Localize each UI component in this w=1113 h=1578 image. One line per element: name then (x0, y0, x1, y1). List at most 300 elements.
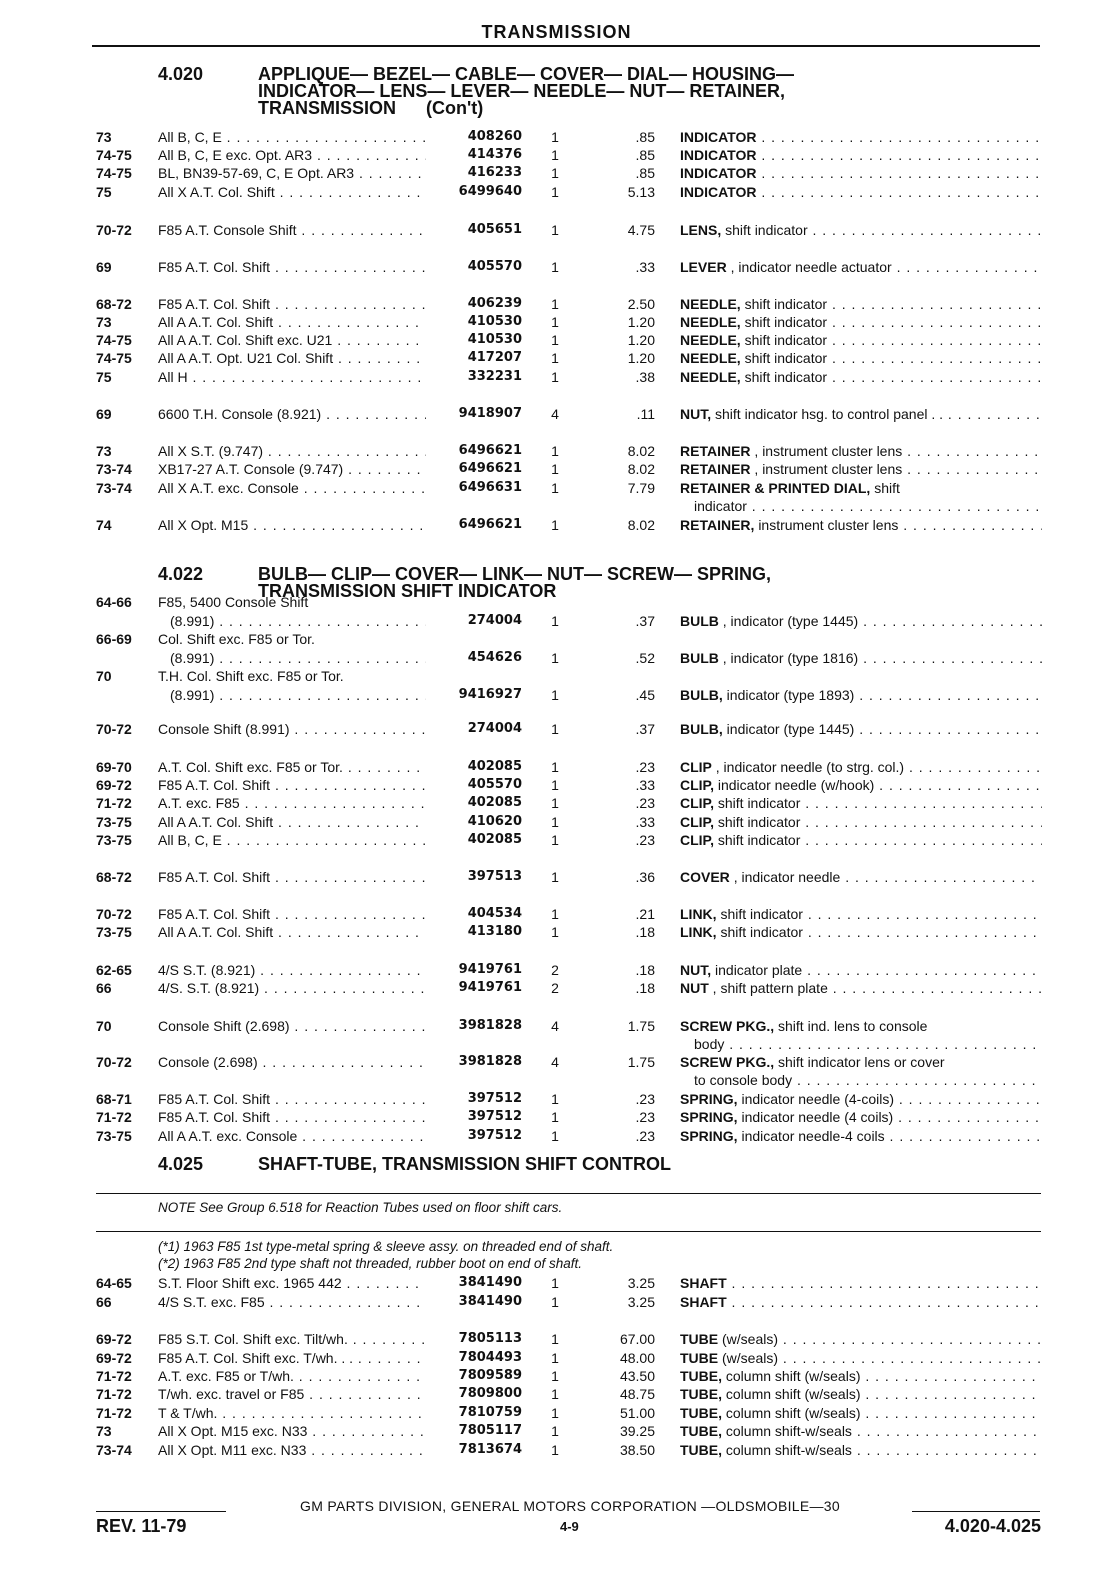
part-name: NEEDLE, (680, 296, 741, 312)
row-description (680, 979, 1042, 997)
row-application: F85 A.T. Col. Shift . . . (158, 295, 426, 313)
row-part-number: 7813674 (458, 1442, 522, 1457)
row-part-number: 9418907 (458, 406, 522, 421)
row-quantity: 1 (551, 517, 559, 533)
row-price: 8.02 (627, 461, 655, 477)
row-description (680, 1404, 1042, 1422)
part-name: CLIP, (680, 814, 714, 830)
table-row (0, 686, 1113, 704)
row-description (680, 720, 1042, 738)
row-application: F85 A.T. Col. Shift . . . (158, 258, 426, 276)
row-years: 69-72 (96, 777, 132, 793)
part-detail-continued: indicator . . . (694, 497, 1042, 515)
row-price: 7.79 (627, 480, 655, 496)
row-quantity: 1 (551, 461, 559, 477)
row-application: All X A.T. Col. Shift . . . (158, 183, 426, 201)
row-price: 39.25 (619, 1423, 655, 1439)
row-quantity: 1 (551, 650, 559, 666)
row-quantity: 1 (551, 165, 559, 181)
section-title-line: TRANSMISSION SHIFT INDICATOR (258, 581, 557, 601)
row-quantity: 1 (551, 332, 559, 348)
row-description (680, 1127, 1042, 1145)
row-description (680, 868, 1042, 886)
row-price: 2.50 (627, 296, 655, 312)
row-quantity: 1 (551, 1294, 559, 1310)
part-name: BULB, (680, 721, 723, 737)
row-years: 73-74 (96, 480, 132, 496)
part-name: BULB (680, 613, 719, 629)
part-name: LEVER (680, 259, 727, 275)
part-detail: (w/seals) (722, 1350, 779, 1366)
row-price: 48.00 (619, 1350, 655, 1366)
part-name: NUT, (680, 962, 712, 978)
row-years: 70-72 (96, 721, 132, 737)
row-price: 1.20 (627, 350, 655, 366)
part-name: BULB, (680, 687, 723, 703)
section-title-line: BULB— CLIP— COVER— LINK— NUT— SCREW— SPRING, (258, 564, 772, 584)
row-application: All H . . . (158, 368, 426, 386)
part-name: CLIP, (680, 832, 714, 848)
row-quantity: 1 (551, 1275, 559, 1291)
row-description (680, 516, 1042, 534)
row-application: 4/S. S.T. (8.921) . . . (158, 979, 426, 997)
part-name: NUT, (680, 406, 712, 422)
part-detail: , instrument cluster lens (754, 461, 903, 477)
table-row (0, 1349, 1113, 1367)
row-application: All X Opt. M15 . . . (158, 516, 426, 534)
row-years: 74-75 (96, 332, 132, 348)
row-application: All A A.T. exc. Console . . . (158, 1127, 426, 1145)
row-quantity: 1 (551, 906, 559, 922)
row-years: 73-75 (96, 832, 132, 848)
part-detail: , indicator needle actuator (730, 259, 892, 275)
row-price: .23 (635, 795, 655, 811)
row-price: 67.00 (619, 1331, 655, 1347)
row-years: 74-75 (96, 147, 132, 163)
row-part-number: 397512 (467, 1109, 522, 1124)
row-years: 71-72 (96, 1109, 132, 1125)
row-description (680, 1293, 1042, 1311)
table-row-continuation (0, 593, 1113, 611)
part-name: INDICATOR (680, 129, 757, 145)
row-part-number: 7810759 (458, 1405, 522, 1420)
row-price: .85 (635, 147, 655, 163)
table-row (0, 649, 1113, 667)
part-detail: (w/seals) (722, 1331, 779, 1347)
part-name: TUBE (680, 1331, 719, 1347)
table-row (0, 794, 1113, 812)
row-application: A.T. Col. Shift exc. F85 or Tor. . . . (158, 758, 426, 776)
table-row-continuation (0, 630, 1113, 648)
part-name: NEEDLE, (680, 369, 741, 385)
row-years: 74 (96, 517, 112, 533)
row-part-number: 9416927 (458, 687, 522, 702)
row-application: (8.991) . . . (170, 686, 426, 704)
row-description (680, 612, 1042, 630)
row-part-number: 3841490 (458, 1275, 522, 1290)
part-name: TUBE, (680, 1368, 722, 1384)
row-part-number: 332231 (467, 369, 522, 384)
table-row (0, 612, 1113, 630)
row-quantity: 2 (551, 980, 559, 996)
part-name: LINK, (680, 906, 717, 922)
part-name: INDICATOR (680, 184, 757, 200)
row-application: F85 A.T. Col. Shift exc. T/wh. . . . . . (158, 1349, 426, 1367)
row-years: 68-71 (96, 1091, 132, 1107)
part-detail: , indicator (type 1445) (722, 613, 859, 629)
row-price: .23 (635, 1128, 655, 1144)
part-name: RETAINER (680, 461, 751, 477)
part-detail: shift indicator lens or cover (778, 1054, 945, 1070)
row-price: .33 (635, 777, 655, 793)
table-row (0, 442, 1113, 460)
table-row (0, 295, 1113, 313)
row-price: 1.75 (627, 1054, 655, 1070)
row-application: All X Opt. M11 exc. N33 . . . (158, 1441, 426, 1459)
row-years: 66 (96, 1294, 112, 1310)
row-price: .21 (635, 906, 655, 922)
row-part-number: 405651 (467, 222, 522, 237)
part-detail: column shift-w/seals (725, 1442, 852, 1458)
table-row (0, 961, 1113, 979)
row-price: 3.25 (627, 1275, 655, 1291)
row-years: 69-70 (96, 759, 132, 775)
part-detail-continued: body . . . (694, 1035, 1042, 1053)
table-row (0, 479, 1113, 497)
table-row (0, 460, 1113, 478)
table-row-continuation (0, 1071, 1113, 1089)
row-years: 70 (96, 1018, 112, 1034)
row-quantity: 1 (551, 147, 559, 163)
row-part-number: 397512 (467, 1128, 522, 1143)
row-quantity: 4 (551, 1054, 559, 1070)
part-detail: instrument cluster lens (758, 517, 899, 533)
table-row (0, 183, 1113, 201)
row-price: .23 (635, 832, 655, 848)
row-part-number: 6499640 (458, 184, 522, 199)
row-years: 64-65 (96, 1275, 132, 1291)
row-quantity: 4 (551, 406, 559, 422)
row-quantity: 1 (551, 1128, 559, 1144)
row-price: .33 (635, 259, 655, 275)
row-years: 73 (96, 443, 112, 459)
row-description (680, 1090, 1042, 1108)
row-part-number: 397513 (467, 869, 522, 884)
row-application: 4/S S.T. (8.921) . . . (158, 961, 426, 979)
row-application: All A A.T. Col. Shift . . . (158, 813, 426, 831)
table-row (0, 1293, 1113, 1311)
table-row (0, 979, 1113, 997)
row-quantity: 1 (551, 721, 559, 737)
row-part-number: 7804493 (458, 1350, 522, 1365)
part-name: TUBE, (680, 1442, 722, 1458)
part-name: BULB (680, 650, 719, 666)
row-application: F85 A.T. Col. Shift . . . (158, 1108, 426, 1126)
row-years: 73 (96, 1423, 112, 1439)
row-quantity: 1 (551, 259, 559, 275)
table-row (0, 516, 1113, 534)
row-application: S.T. Floor Shift exc. 1965 442 . . . (158, 1274, 426, 1292)
row-description (680, 905, 1042, 923)
row-description (680, 164, 1042, 182)
part-detail: indicator needle-4 coils (741, 1128, 885, 1144)
table-row (0, 1404, 1113, 1422)
row-application: All A A.T. Opt. U21 Col. Shift . . . (158, 349, 426, 367)
row-part-number: 414376 (467, 147, 522, 162)
part-detail: shift indicator (717, 795, 801, 811)
row-price: .33 (635, 814, 655, 830)
row-description (680, 923, 1042, 941)
row-application: Console (2.698) . . . (158, 1053, 426, 1071)
row-description (680, 313, 1042, 331)
row-part-number: 408260 (467, 129, 522, 144)
row-quantity: 1 (551, 369, 559, 385)
part-detail: shift indicator (720, 906, 803, 922)
table-row (0, 776, 1113, 794)
row-part-number: 274004 (467, 721, 522, 736)
row-description (680, 1349, 1042, 1367)
row-quantity: 1 (551, 832, 559, 848)
row-application: Console Shift (2.698) . . . (158, 1017, 426, 1035)
row-description (680, 1330, 1042, 1348)
row-quantity: 1 (551, 687, 559, 703)
row-years: 71-72 (96, 1405, 132, 1421)
table-row (0, 831, 1113, 849)
row-part-number: 404534 (467, 906, 522, 921)
part-detail: shift indicator hsg. to control panel . . (715, 406, 944, 422)
part-detail: column shift (w/seals) (725, 1405, 861, 1421)
row-description (680, 146, 1042, 164)
row-years: 73-74 (96, 461, 132, 477)
table-row (0, 221, 1113, 239)
row-part-number: 417207 (467, 350, 522, 365)
row-description (680, 460, 1042, 478)
row-part-number: 9419761 (458, 962, 522, 977)
row-description (680, 1017, 1042, 1035)
part-name: SHAFT (680, 1294, 727, 1310)
part-detail: column shift (w/seals) (725, 1386, 861, 1402)
table-row (0, 164, 1113, 182)
row-quantity: 1 (551, 1109, 559, 1125)
part-detail: , indicator needle (733, 869, 841, 885)
row-application: All X Opt. M15 exc. N33 . . . (158, 1422, 426, 1440)
row-part-number: 454626 (467, 650, 522, 665)
part-detail: shift (874, 480, 900, 496)
row-part-number: 413180 (467, 924, 522, 939)
row-years: 68-72 (96, 869, 132, 885)
row-description (680, 1422, 1042, 1440)
table-row (0, 368, 1113, 386)
part-detail: shift indicator (744, 332, 828, 348)
row-application: F85 A.T. Col. Shift . . . (158, 868, 426, 886)
row-price: 48.75 (619, 1386, 655, 1402)
row-part-number: 405570 (467, 259, 522, 274)
table-row-continuation (0, 1035, 1113, 1053)
row-part-number: 405570 (467, 777, 522, 792)
row-description (680, 183, 1042, 201)
row-part-number: 7805113 (458, 1331, 522, 1346)
footnote: (*2) 1963 F85 2nd type shaft not threaded, rubber boot on end of shaft. (158, 1256, 583, 1271)
row-part-number: 3981828 (458, 1018, 522, 1033)
row-description (680, 1385, 1042, 1403)
row-part-number: 410530 (467, 314, 522, 329)
row-part-number: 3841490 (458, 1294, 522, 1309)
table-row (0, 349, 1113, 367)
row-years: 69-72 (96, 1350, 132, 1366)
row-application: All B, C, E . . . (158, 831, 426, 849)
row-price: .11 (636, 406, 655, 422)
row-part-number: 9419761 (458, 980, 522, 995)
row-application: 6600 T.H. Console (8.921) . . . (158, 405, 426, 423)
section-number: 4.020 (158, 64, 204, 84)
row-price: 8.02 (627, 517, 655, 533)
row-quantity: 1 (551, 924, 559, 940)
part-detail: shift ind. lens to console (778, 1018, 928, 1034)
part-detail: , indicator (type 1816) (722, 650, 859, 666)
table-row (0, 905, 1113, 923)
part-name: CLIP (680, 759, 712, 775)
row-years: 66 (96, 980, 112, 996)
row-part-number: 7809800 (458, 1386, 522, 1401)
row-price: .36 (635, 869, 655, 885)
table-row (0, 720, 1113, 738)
row-description (680, 1053, 1042, 1071)
part-detail: , shift pattern plate (712, 980, 828, 996)
row-years: 71-72 (96, 795, 132, 811)
row-application: All A A.T. Col. Shift . . . (158, 313, 426, 331)
section-title-line: INDICATOR— LENS— LEVER— NEEDLE— NUT— RETAINER, (258, 81, 786, 101)
footer-rule-right (912, 1511, 1040, 1512)
part-detail: shift indicator (720, 924, 803, 940)
row-years: 73-74 (96, 1442, 132, 1458)
table-row (0, 1127, 1113, 1145)
row-years: 71-72 (96, 1386, 132, 1402)
footer-rule-left (96, 1511, 226, 1512)
row-application: F85 A.T. Col. Shift . . . (158, 776, 426, 794)
row-application: (8.991) . . . (170, 649, 426, 667)
part-name: TUBE (680, 1350, 719, 1366)
row-years: 64-66 (96, 594, 132, 610)
part-name: SPRING, (680, 1128, 738, 1144)
row-quantity: 4 (551, 1018, 559, 1034)
row-description (680, 961, 1042, 979)
row-years: 73 (96, 129, 112, 145)
row-quantity: 1 (551, 777, 559, 793)
row-part-number: 397512 (467, 1091, 522, 1106)
row-description (680, 479, 1042, 497)
row-description (680, 1274, 1042, 1292)
part-name: NUT (680, 980, 709, 996)
section-title-line: SHAFT-TUBE, TRANSMISSION SHIFT CONTROL (258, 1154, 671, 1174)
row-description (680, 258, 1042, 276)
row-quantity: 2 (551, 962, 559, 978)
section-number: 4.022 (158, 564, 204, 584)
table-row (0, 1330, 1113, 1348)
row-years: 71-72 (96, 1368, 132, 1384)
row-price: .85 (635, 165, 655, 181)
row-application: Col. Shift exc. F85 or Tor. (158, 631, 315, 647)
row-application: F85 S.T. Col. Shift exc. Tilt/wh. . . . (158, 1330, 426, 1348)
row-years: 73-75 (96, 924, 132, 940)
row-price: 1.20 (627, 332, 655, 348)
table-row (0, 1441, 1113, 1459)
row-application: BL, BN39-57-69, C, E Opt. AR3 . . . (158, 164, 426, 182)
part-detail: indicator needle (w/hook) (717, 777, 875, 793)
row-years: 75 (96, 184, 112, 200)
table-row (0, 1274, 1113, 1292)
row-years: 68-72 (96, 296, 132, 312)
row-years: 74-75 (96, 165, 132, 181)
row-part-number: 410620 (467, 814, 522, 829)
row-price: .23 (635, 1109, 655, 1125)
row-years: 73-75 (96, 814, 132, 830)
row-part-number: 3981828 (458, 1054, 522, 1069)
table-row (0, 331, 1113, 349)
table-row (0, 923, 1113, 941)
table-row (0, 1422, 1113, 1440)
part-name: TUBE, (680, 1405, 722, 1421)
row-quantity: 1 (551, 795, 559, 811)
part-name: SHAFT (680, 1275, 727, 1291)
row-years: 69 (96, 406, 112, 422)
section-note: NOTE See Group 6.518 for Reaction Tubes used on floor shift cars. (158, 1200, 563, 1215)
section-title-line: APPLIQUE— BEZEL— CABLE— COVER— DIAL— HOUSING— (258, 64, 795, 84)
row-application: F85 A.T. Col. Shift . . . (158, 1090, 426, 1108)
row-years: 70-72 (96, 222, 132, 238)
row-years: 69 (96, 259, 112, 275)
row-price: 8.02 (627, 443, 655, 459)
row-description (680, 1441, 1042, 1459)
table-row (0, 258, 1113, 276)
part-name: LENS, (680, 222, 722, 238)
part-detail: shift indicator (725, 222, 808, 238)
row-part-number: 410530 (467, 332, 522, 347)
part-detail: indicator plate (715, 962, 803, 978)
row-application: F85 A.T. Console Shift . . . (158, 221, 426, 239)
row-quantity: 1 (551, 1386, 559, 1402)
row-quantity: 1 (551, 814, 559, 830)
row-price: .38 (635, 369, 655, 385)
row-part-number: 416233 (467, 165, 522, 180)
publisher-line: GM PARTS DIVISION, GENERAL MOTORS CORPORATION —OLDSMOBILE—30 (300, 1498, 840, 1514)
row-price: .18 (635, 924, 655, 940)
row-quantity: 1 (551, 129, 559, 145)
row-quantity: 1 (551, 1091, 559, 1107)
row-quantity: 1 (551, 1331, 559, 1347)
table-row (0, 868, 1113, 886)
row-part-number: 406239 (467, 296, 522, 311)
row-application: All A A.T. Col. Shift exc. U21 . . . (158, 331, 426, 349)
part-name: INDICATOR (680, 147, 757, 163)
row-part-number: 6496621 (458, 461, 522, 476)
table-row (0, 1385, 1113, 1403)
row-quantity: 1 (551, 184, 559, 200)
page-number: 4-9 (560, 1519, 579, 1534)
note-rule-bottom (96, 1231, 1041, 1232)
part-detail: indicator needle (4-coils) (741, 1091, 894, 1107)
footnote: (*1) 1963 F85 1st type-metal spring & sleeve assy. on threaded end of shaft. (158, 1239, 614, 1254)
row-price: 1.75 (627, 1018, 655, 1034)
part-name: SPRING, (680, 1109, 738, 1125)
row-years: 75 (96, 369, 112, 385)
row-price: .37 (635, 613, 655, 629)
row-application: All X A.T. exc. Console . . . (158, 479, 426, 497)
row-application: All X S.T. (9.747) . . . (158, 442, 426, 460)
row-years: 73-75 (96, 1128, 132, 1144)
part-name: SCREW PKG., (680, 1018, 775, 1034)
row-quantity: 1 (551, 222, 559, 238)
part-detail: column shift (w/seals) (725, 1368, 861, 1384)
